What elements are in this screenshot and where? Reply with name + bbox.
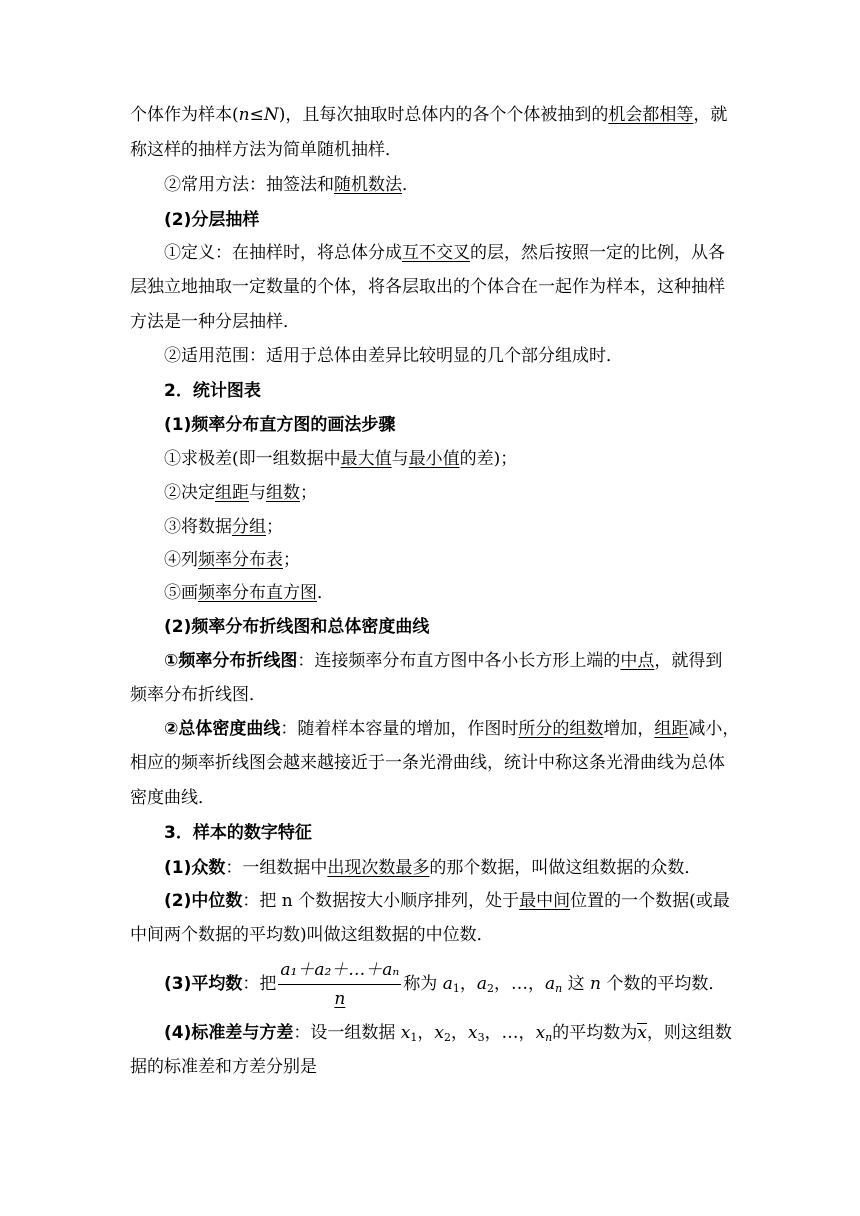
term-label: ②总体密度曲线 [164, 719, 281, 739]
text-line-13: ③将数据分组； [164, 517, 283, 537]
text-line-17: ①频率分布折线图：连接频率分布直方图中各小长方形上端的中点，就得到 [164, 651, 723, 671]
underlined-answer: 互不交叉 [402, 243, 470, 263]
underlined-answer: 机会都相等 [608, 105, 694, 125]
mean-symbol: x [637, 1023, 647, 1043]
text-line-18: 频率分布折线图． [130, 685, 266, 705]
text-line-7: 方法是一种分层抽样． [130, 312, 300, 332]
underlined-answer: 组距 [654, 719, 689, 739]
underlined-answer: 频率分布表 [198, 550, 283, 570]
text-line-20: 相应的频率折线图会越来越接近于一条光滑曲线，统计中称这条光滑曲线为总体 [130, 753, 725, 773]
mean-fraction [278, 958, 401, 1011]
text-line-26: (3)平均数：把 $\frac{\text{a₁＋a₂＋…＋aₙ}}{n}$ 称为 $a_1$，$a_2$，…，$a_n$ 这 n 个数的平均数． [164, 960, 726, 1009]
underlined-answer: 组数 [266, 483, 300, 503]
underlined-answer: 最小值 [408, 449, 460, 469]
text-line-12: ②决定组距与组数； [164, 483, 317, 503]
text-line-3: ②常用方法：抽签法和随机数法． [164, 175, 419, 195]
underlined-answer: 所分的组数 [518, 719, 604, 739]
text-line-6: 层独立地抽取一定数量的个体，将各层取出的个体合在一起作为样本，这种抽样 [130, 277, 725, 297]
term-label: 标准差与方差 [191, 1023, 294, 1043]
section-heading: 2．统计图表 [164, 381, 261, 401]
subsection-heading: (2)频率分布折线图和总体密度曲线 [164, 617, 430, 637]
underlined-answer: 频率分布直方图 [198, 583, 317, 603]
text-line-19: ②总体密度曲线：随着样本容量的增加，作图时所分的组数增加，组距减小， [164, 719, 740, 739]
term-label: 众数 [191, 858, 226, 878]
text-line-8: ②适用范围：适用于总体由差异比较明显的几个部分组成时． [164, 346, 623, 366]
text-line-23: (1)众数：一组数据中出现次数最多的那个数据，叫做这组数据的众数． [164, 858, 702, 878]
text-line-14: ④列频率分布表； [164, 550, 300, 570]
underlined-answer: 组距 [215, 483, 249, 503]
underlined-answer: 随机数法 [334, 175, 402, 195]
underlined-answer: 中点 [620, 651, 655, 671]
text-line-1 [130, 104, 730, 126]
text-line-28: 据的标准差和方差分别是 [130, 1057, 317, 1077]
underlined-answer: 出现次数最多 [327, 858, 430, 878]
section-heading: 3．样本的数字特征 [164, 823, 312, 843]
fraction-numerator: a₁＋a₂＋…＋aₙ [278, 958, 401, 985]
underlined-answer: 最中间 [519, 891, 571, 911]
text-line-2: 称这样的抽样方法为简单随机抽样． [130, 140, 402, 160]
underlined-answer: 最大值 [340, 449, 392, 469]
underlined-answer: 分组 [232, 517, 266, 537]
text-segment: 个体作为样本(n≤N)，且每次抽取时总体内的各个个体被抽到的机会都相等，就 [130, 105, 728, 125]
text-line-15: ⑤画频率分布直方图． [164, 583, 334, 603]
subsection-heading: (2)分层抽样 [164, 210, 260, 230]
text-line-5: ①定义：在抽样时，将总体分成互不交叉的层，然后按照一定的比例，从各 [164, 243, 725, 263]
text-line-27: (4)标准差与方差：设一组数据 $x_1$，$x_2$，$x_3$，…，$x_n$的平均数为x，则这组数 [164, 1023, 732, 1044]
text-line-24: (2)中位数：把 n 个数据按大小顺序排列，处于最中间位置的一个数据(或最 [164, 891, 730, 911]
fraction-denominator: n [334, 989, 346, 1009]
text-line-11: ①求极差(即一组数据中最大值与最小值的差)； [164, 449, 518, 469]
term-label: ①频率分布折线图 [164, 651, 298, 671]
text-line-25: 中间两个数据的平均数)叫做这组数据的中位数． [130, 925, 494, 945]
term-label: 平均数 [191, 974, 243, 994]
term-label: 中位数 [191, 891, 243, 911]
text-line-21: 密度曲线． [130, 788, 215, 808]
subsection-heading: (1)频率分布直方图的画法步骤 [164, 415, 396, 435]
